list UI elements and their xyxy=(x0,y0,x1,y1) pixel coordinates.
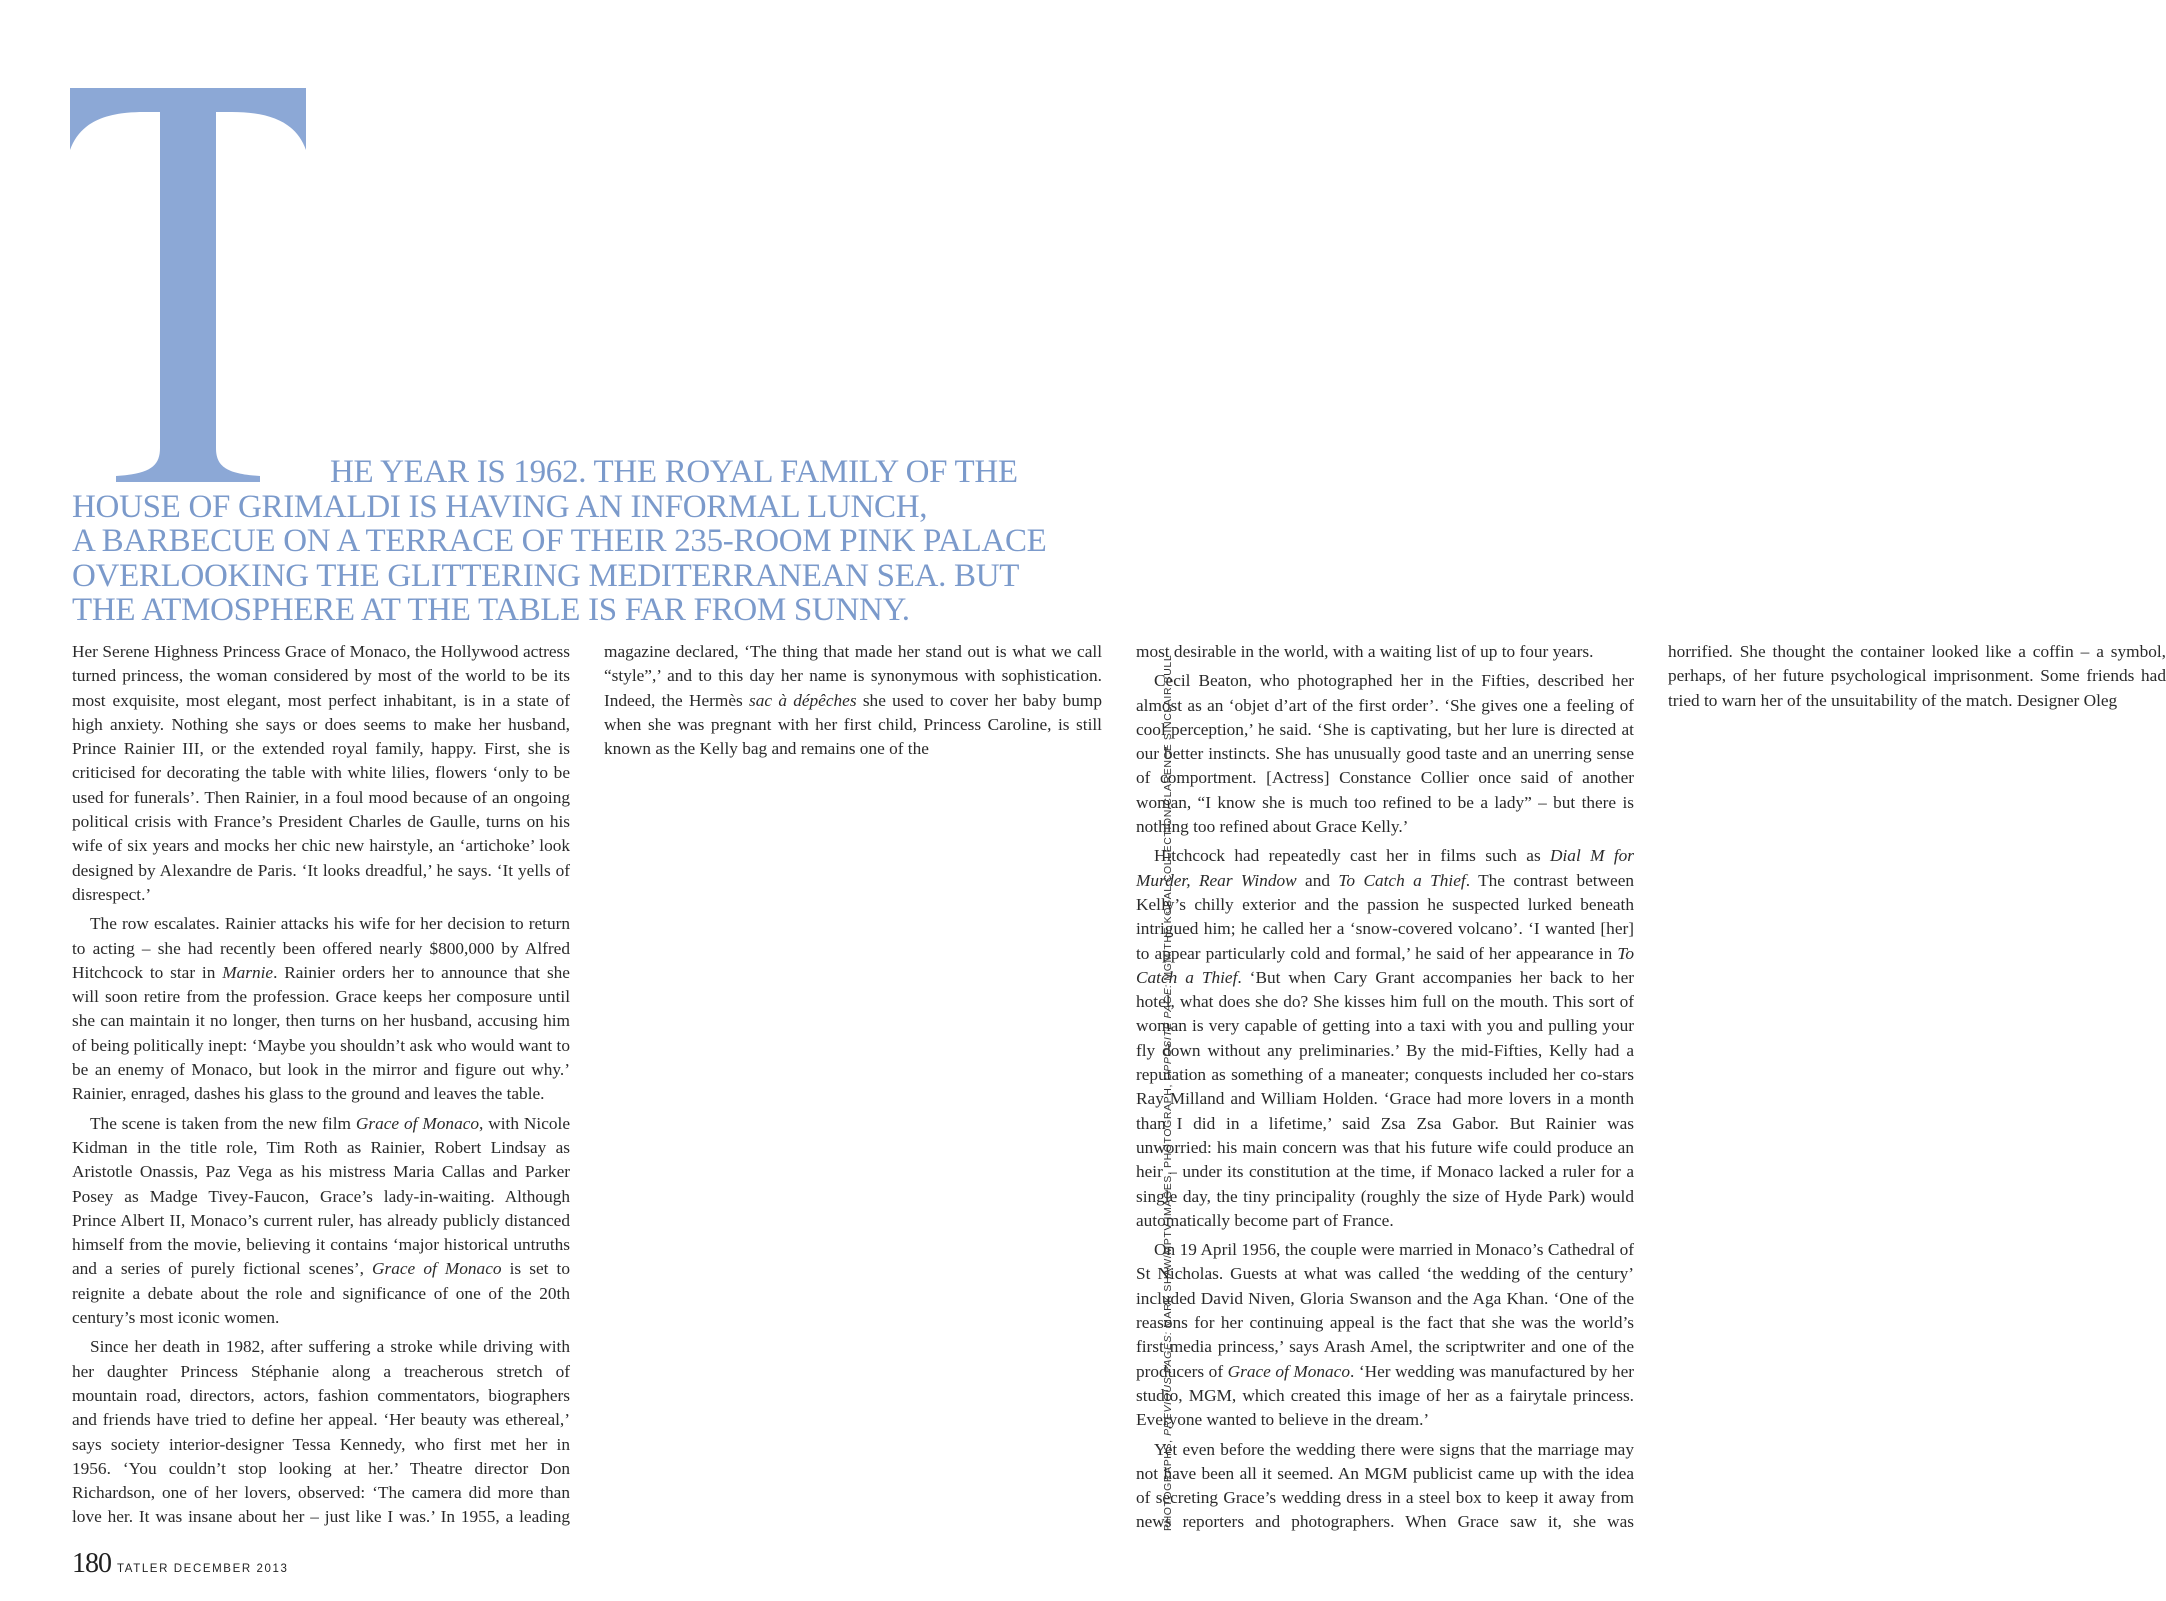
paragraph-5: most desirable in the world, with a waiting list of up to four years. xyxy=(1136,642,1594,661)
paragraph-4: Since her death in 1982, after suffering a stroke while driving with her daughter Princess Stéphanie along a treacherous stretch of mountain road, directors, actors, fashion commentators, biographers and friends have tried to define her appeal. ‘Her beauty was ethereal,’ says society interior-designer Tessa Kennedy, who first met her in 1956. ‘You couldn’t stop looking at her.’ Theatre director Don Richardson, one of her lovers, observed: ‘The camera did more than love her. It was insane about her – just like I was.’ In 1955, a leading magazine declared, ‘The thing that made her stand out is what we call “style”,’ and to this day her name is synonymous with sophistication. Indeed, the Hermès sac à dépêches she used to cover her baby bump when she was pregnant with her first child, Princess Caroline, is still known as the Kelly bag and remains one of the xyxy=(72,642,1103,1527)
paragraph-8: On 19 April 1956, the couple were married in Monaco’s Cathedral of St Nicholas. Guests at what was called ‘the wedding of the century’ included David Niven, Gloria Swanson and the Aga Khan. ‘One of the reasons for her continuing appeal is the fact that she was the world’s first media princess,’ says Arash Amel, the scriptwriter and one of the producers of Grace of Monaco. ‘Her wedding was manufactured by her studio, MGM, which created this image of her as a fairytale princess. Everyone wanted to believe in the dream.’ xyxy=(1136,1240,1634,1430)
standfirst-line-5: THE ATMOSPHERE AT THE TABLE IS FAR FROM SUNNY. xyxy=(72,592,910,628)
drop-cap-glyph xyxy=(70,88,306,482)
standfirst-line-4: OVERLOOKING THE GLITTERING MEDITERRANEAN SEA. BUT xyxy=(72,557,1020,594)
standfirst-line-2: HOUSE OF GRIMALDI IS HAVING AN INFORMAL LUNCH, xyxy=(72,488,928,525)
photo-credit-text: PHOTOGRAPHS, PREVIOUS PAGES: MARK SHAW/MPTV IMAGES. PHOTOGRAPH, OPPOSITE PAGE: MGM/THE KOBAL COLLECTION/CLARENCE SINCLAIR BULL xyxy=(1162,654,1174,1531)
paragraph-7: Hitchcock had repeatedly cast her in films such as Dial M for Murder, Rear Window and To Catch a Thief. The contrast between Kelly’s chilly exterior and the passion he suspected lurked beneath intrigued him; he called her a ‘snow-covered volcano’. ‘I wanted [her] to appear particularly cold and formal,’ he said of her appearance in To Catch a Thief. ‘But when Cary Grant accompanies her back to her hotel, what does she do? She kisses him full on the mouth. This sort of woman is very capable of getting into a taxi with you and pulling your fly down without any preliminaries.’ By the mid-Fifties, Kelly had a reputation as something of a maneater; conquests included her co-stars Ray Milland and William Holden. ‘Grace had more lovers in a month than I did in a lifetime,’ said Zsa Zsa Gabor. But Rainier was unworried: his main concern was that his future wife could produce an heir – under its constitution at the time, if Monaco lacked a ruler for a single day, the tiny principality (roughly the size of Hyde Park) would automatically become part of France. xyxy=(1136,846,1635,1230)
paragraph-9: Yet even before the wedding there were signs that the marriage may not have been all it seemed. An MGM publicist came up with the idea of secreting Grace’s wedding dress in a steel box to keep it away from news reporters and photographers. When Grace saw it, she was horrified. She thought the container looked like a coffin – a symbol, perhaps, of her future psychological imprisonment. Some friends had tried to warn her of the unsuitability of the match. Designer Oleg xyxy=(1136,642,2166,1532)
standfirst-line-1: HE YEAR IS 1962. THE ROYAL FAMILY OF THE xyxy=(330,454,1018,490)
paragraph-3: The scene is taken from the new film Grace of Monaco, with Nicole Kidman in the title role, Tim Roth as Rainier, Robert Lindsay as Aristotle Onassis, Paz Vega as his mistress Maria Callas and Parker Posey as Madge Tivey-Faucon, Grace’s lady-in-waiting. Although Prince Albert II, Monaco’s current ruler, has already publicly distanced himself from the movie, believing it contains ‘major historical untruths and a series of purely fictional scenes’, Grace of Monaco is set to reignite a debate about the role and significance of one of the 20th century’s most iconic women. xyxy=(72,1113,571,1328)
photo-credit xyxy=(1150,636,1174,1531)
standfirst xyxy=(72,455,1082,628)
drop-cap-letter xyxy=(70,88,306,482)
paragraph-2: The row escalates. Rainier attacks his wife for her decision to return to acting – she had recently been offered nearly $800,000 by Alfred Hitchcock to star in Marnie. Rainier orders her to announce that she will soon retire from the profession. Grace keeps her composure until she can maintain it no longer, then turns on her husband, accusing him of being politically inept: ‘Maybe you shouldn’t ask who would want to be an enemy of Monaco, but look in the mirror and figure out why.’ Rainier, enraged, dashes his glass to the ground and leaves the table. xyxy=(72,914,570,1104)
page-number: 180 xyxy=(72,1548,111,1579)
paragraph-1: Her Serene Highness Princess Grace of Monaco, the Hollywood actress turned princess, the woman considered by most of the world to be its most exquisite, most elegant, most perfect inhabitant, is in a state of high anxiety. Nothing she says or does seems to make her husband, Prince Rainier III, or the extended royal family, happy. First, she is criticised for decorating the table with white lilies, flowers ‘only to be used for funerals’. Then Rainier, in a foul mood because of an ongoing political crisis with France’s President Charles de Gaulle, turns on his wife of six years and mocks her chic new hairstyle, an ‘artichoke’ look designed by Alexandre de Paris. ‘It looks dreadful,’ he says. ‘It yells of disrespect.’ xyxy=(72,642,570,904)
folio xyxy=(72,1548,289,1580)
magazine-issue: TATLER DECEMBER 2013 xyxy=(117,1563,289,1575)
paragraph-6: Cecil Beaton, who photographed her in the Fifties, described her almost as an ‘objet d’art of the first order’. ‘She gives one a feeling of cool perception,’ he said. ‘She is captivating, but her lure is directed at our better instincts. She has unusually good taste and an unerring sense of comportment. [Actress] Constance Collier once said of another woman, “I know she is much too refined to be a lady” – but there is nothing too refined about Grace Kelly.’ xyxy=(1136,671,1634,837)
standfirst-line-3: A BARBECUE ON A TERRACE OF THEIR 235-ROOM PINK PALACE xyxy=(72,523,1047,559)
